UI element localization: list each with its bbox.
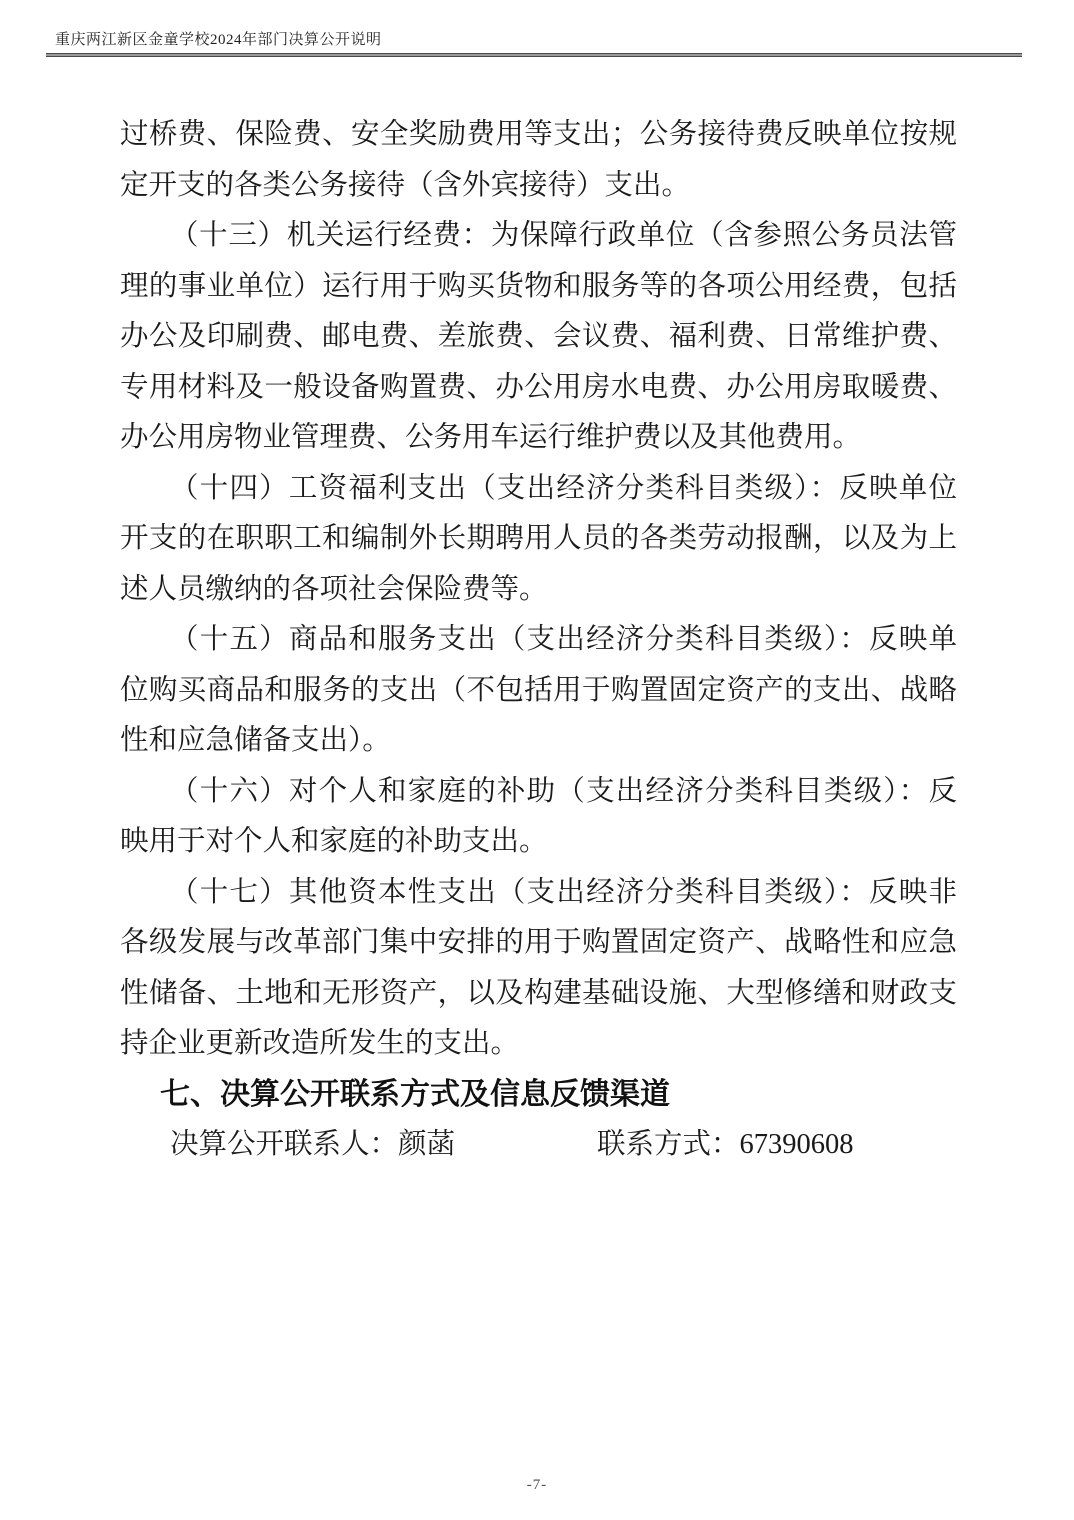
text-line: 开支的在职职工和编制外长期聘用人员的各类劳动报酬，以及为上 (120, 523, 957, 554)
text-line: 定开支的各类公务接待（含外宾接待）支出。 (120, 169, 691, 201)
text-line: 述人员缴纳的各项社会保险费等。 (120, 573, 548, 605)
contact-phone-number: 67390608 (739, 1129, 854, 1160)
body-text (120, 110, 957, 1171)
text-line: （十七）其他资本性支出（支出经济分类科目类级）：反映非 (170, 876, 957, 908)
text-line: 办公用房物业管理费、公务用车运行维护费以及其他费用。 (120, 422, 862, 453)
page-number: -7- (526, 1477, 548, 1493)
text-line: 性储备、土地和无形资产，以及构建基础设施、大型修缮和财政支 (120, 977, 957, 1009)
header-rule (46, 53, 1022, 57)
text-line: 位购买商品和服务的支出（不包括用于购置固定资产的支出、战略 (120, 674, 957, 706)
section-heading: 七、决算公开联系方式及信息反馈渠道 (160, 1077, 670, 1111)
text-line: 映用于对个人和家庭的补助支出。 (120, 826, 548, 857)
text-line: 性和应急储备支出）。 (120, 725, 391, 756)
text-line: 过桥费、保险费、安全奖励费用等支出；公务接待费反映单位按规 (120, 119, 957, 150)
text-line: 各级发展与改革部门集中安排的用于购置固定资产、战略性和应急 (120, 927, 957, 958)
text-line: 办公及印刷费、邮电费、差旅费、会议费、福利费、日常维护费、 (120, 321, 957, 352)
text-line: （十五）商品和服务支出（支出经济分类科目类级）：反映单 (170, 624, 957, 655)
text-line: （十六）对个人和家庭的补助（支出经济分类科目类级）：反 (170, 775, 957, 807)
text-line: 专用材料及一般设备购置费、办公用房水电费、办公用房取暖费、 (120, 371, 957, 403)
contact-person-name: 颜菡 (398, 1129, 456, 1160)
contact-phone-label: 联系方式： (597, 1129, 740, 1160)
text-line: 理的事业单位）运行用于购买货物和服务等的各项公用经费，包括 (120, 270, 957, 302)
header-title: 重庆两江新区金童学校2024年部门决算公开说明 (55, 32, 382, 48)
text-line: （十三）机关运行经费：为保障行政单位（含参照公务员法管 (170, 220, 957, 251)
text-line: 持企业更新改造所发生的支出。 (120, 1028, 520, 1059)
contact-phone-part (597, 1120, 854, 1171)
contact-line (120, 1120, 957, 1171)
contact-person-label: 决算公开联系人： (170, 1129, 399, 1160)
text-line: （十四）工资福利支出（支出经济分类科目类级）：反映单位 (170, 472, 957, 504)
